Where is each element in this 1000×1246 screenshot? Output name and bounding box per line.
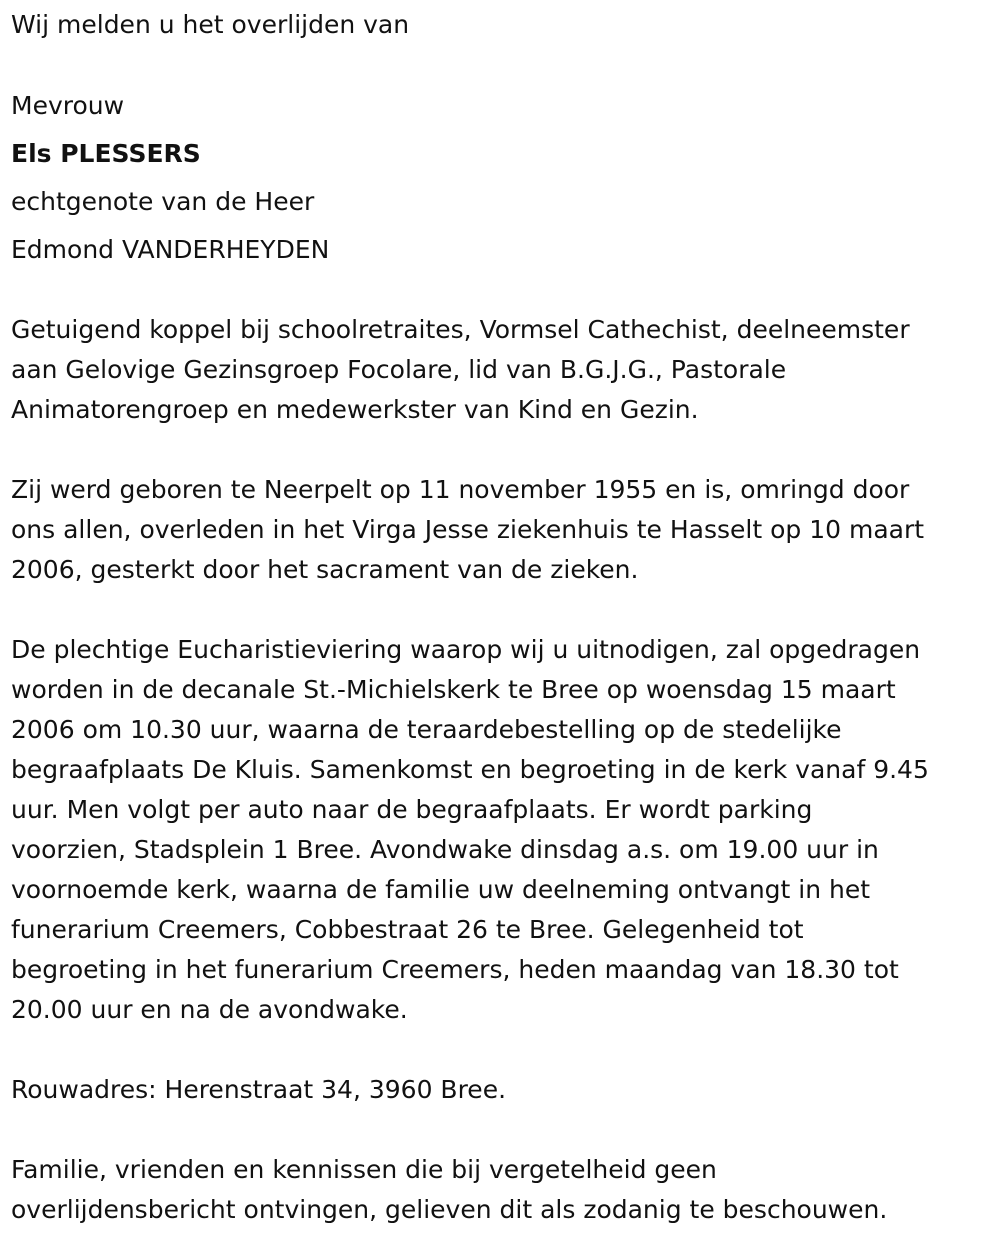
paragraph-line: 2006, gesterkt door het sacrament van de zieken. — [11, 555, 639, 584]
paragraph-line: 20.00 uur en na de avondwake. — [11, 995, 408, 1024]
spouse-name: Edmond VANDERHEYDEN — [11, 235, 330, 264]
paragraph-line: De plechtige Eucharistieviering waarop wij u uitnodigen, zal opgedragen — [11, 635, 921, 664]
address-line: Rouwadres: Herenstraat 34, 3960 Bree. — [11, 1075, 507, 1104]
paragraph-line: begroeting in het funerarium Creemers, heden maandag van 18.30 tot — [11, 955, 899, 984]
paragraph-notice — [11, 1150, 991, 1230]
paragraph-ceremony — [11, 630, 991, 1030]
paragraph-line: Zij werd geboren te Neerpelt op 11 november 1955 en is, omringd door — [11, 475, 910, 504]
paragraph-line: voorzien, Stadsplein 1 Bree. Avondwake dinsdag a.s. om 19.00 uur in — [11, 835, 879, 864]
intro-text: Wij melden u het overlijden van — [11, 10, 410, 39]
paragraph-line: ons allen, overleden in het Virga Jesse ziekenhuis te Hasselt op 10 maart — [11, 515, 925, 544]
paragraph-line: 2006 om 10.30 uur, waarna de teraardebestelling op de stedelijke — [11, 715, 842, 744]
paragraph-line: begraafplaats De Kluis. Samenkomst en begroeting in de kerk vanaf 9.45 — [11, 755, 929, 784]
paragraph-line: uur. Men volgt per auto naar de begraafplaats. Er wordt parking — [11, 795, 813, 824]
mourning-address — [11, 1070, 991, 1110]
paragraph-line: Familie, vrienden en kennissen die bij vergetelheid geen — [11, 1155, 717, 1184]
paragraph-line: overlijdensbericht ontvingen, gelieven dit als zodanig te beschouwen. — [11, 1195, 888, 1224]
title-line: Mevrouw — [11, 91, 125, 120]
deceased-name: Els PLESSERS — [11, 139, 201, 168]
paragraph-activities — [11, 310, 991, 430]
paragraph-line: worden in de decanale St.-Michielskerk te Bree op woensdag 15 maart — [11, 675, 896, 704]
relation-text: echtgenote van de Heer — [11, 187, 315, 216]
paragraph-line: voornoemde kerk, waarna de familie uw deelneming ontvangt in het — [11, 875, 871, 904]
paragraph-line: Animatorengroep en medewerkster van Kind en Gezin. — [11, 395, 699, 424]
paragraph-birth-death — [11, 470, 991, 590]
paragraph-line: funerarium Creemers, Cobbestraat 26 te Bree. Gelegenheid tot — [11, 915, 804, 944]
paragraph-line: Getuigend koppel bij schoolretraites, Vormsel Cathechist, deelneemster — [11, 315, 910, 344]
paragraph-line: aan Gelovige Gezinsgroep Focolare, lid van B.G.J.G., Pastorale — [11, 355, 787, 384]
